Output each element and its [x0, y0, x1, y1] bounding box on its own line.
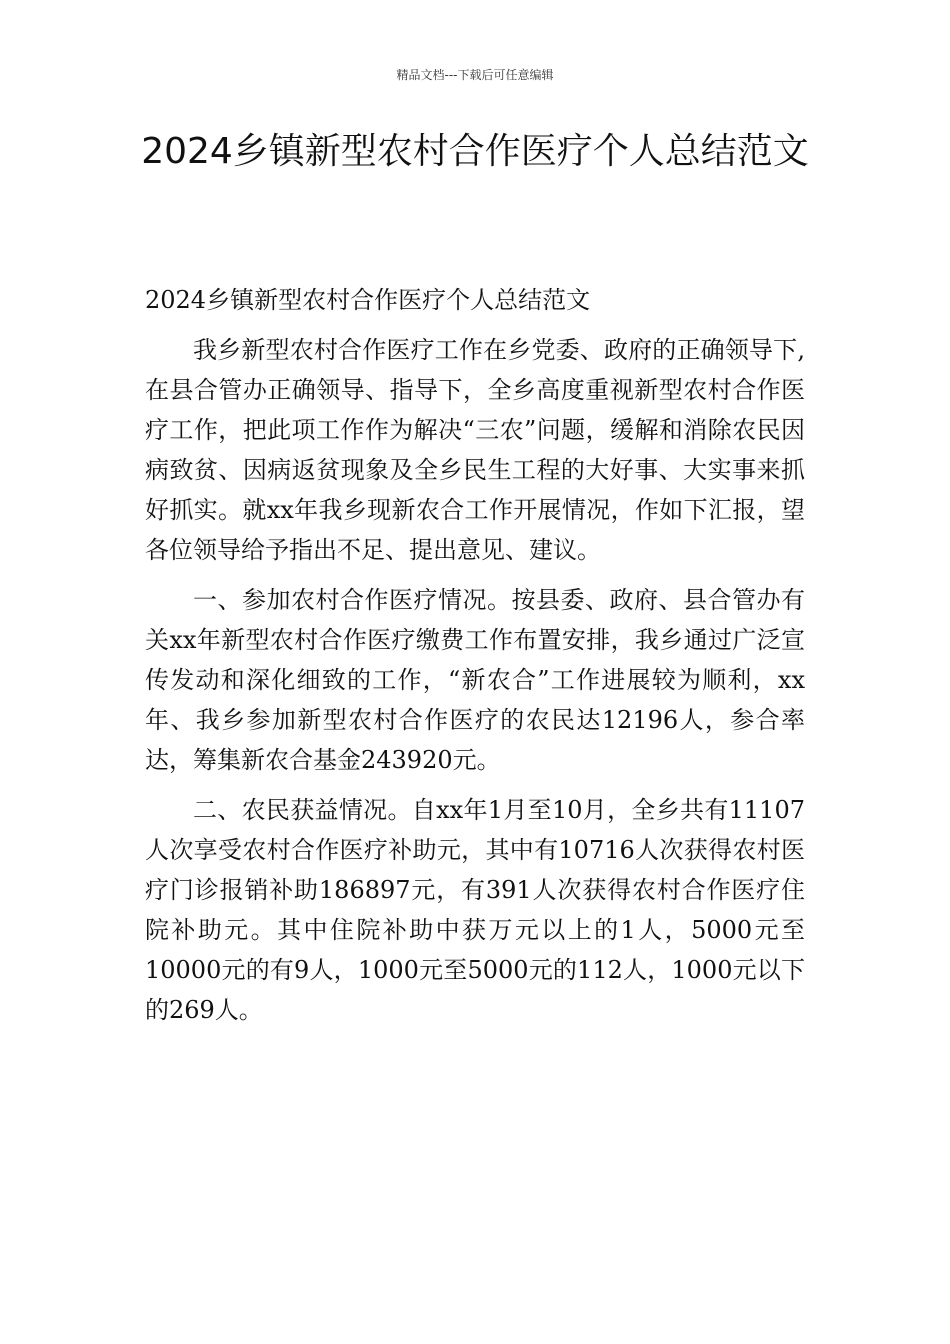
document-subtitle: 2024乡镇新型农村合作医疗个人总结范文: [145, 286, 591, 314]
document-body: [145, 280, 805, 1030]
paragraph-participation: 一、参加农村合作医疗情况。按县委、政府、县合管办有关xx年新型农村合作医疗缴费工作布置安排，我乡通过广泛宣传发动和深化细致的工作，“新农合”工作进展较为顺利，xx年、我乡参加新型农村合作医疗的农民达12196人，参合率达，筹集新农合基金243920元。: [145, 586, 805, 774]
document-title: 2024乡镇新型农村合作医疗个人总结范文: [141, 131, 809, 172]
header-note: 精品文档---下载后可任意编辑: [396, 68, 554, 82]
paragraph-intro: 我乡新型农村合作医疗工作在乡党委、政府的正确领导下,在县合管办正确领导、指导下，全乡高度重视新型农村合作医疗工作，把此项工作作为解决“三农”问题，缓解和消除农民因病致贫、因病返贫现象及全乡民生工程的大好事、大实事来抓好抓实。就xx年我乡现新农合工作开展情况，作如下汇报，望各位领导给予指出不足、提出意见、建议。: [145, 336, 805, 564]
paragraph-benefits: 二、农民获益情况。自xx年1月至10月，全乡共有11107人次享受农村合作医疗补助元，其中有10716人次获得农村医疗门诊报销补助186897元，有391人次获得农村合作医疗住院补助元。其中住院补助中获万元以上的1人，5000元至10000元的有9人，1000元至5000元的112人，1000元以下的269人。: [145, 796, 805, 1024]
